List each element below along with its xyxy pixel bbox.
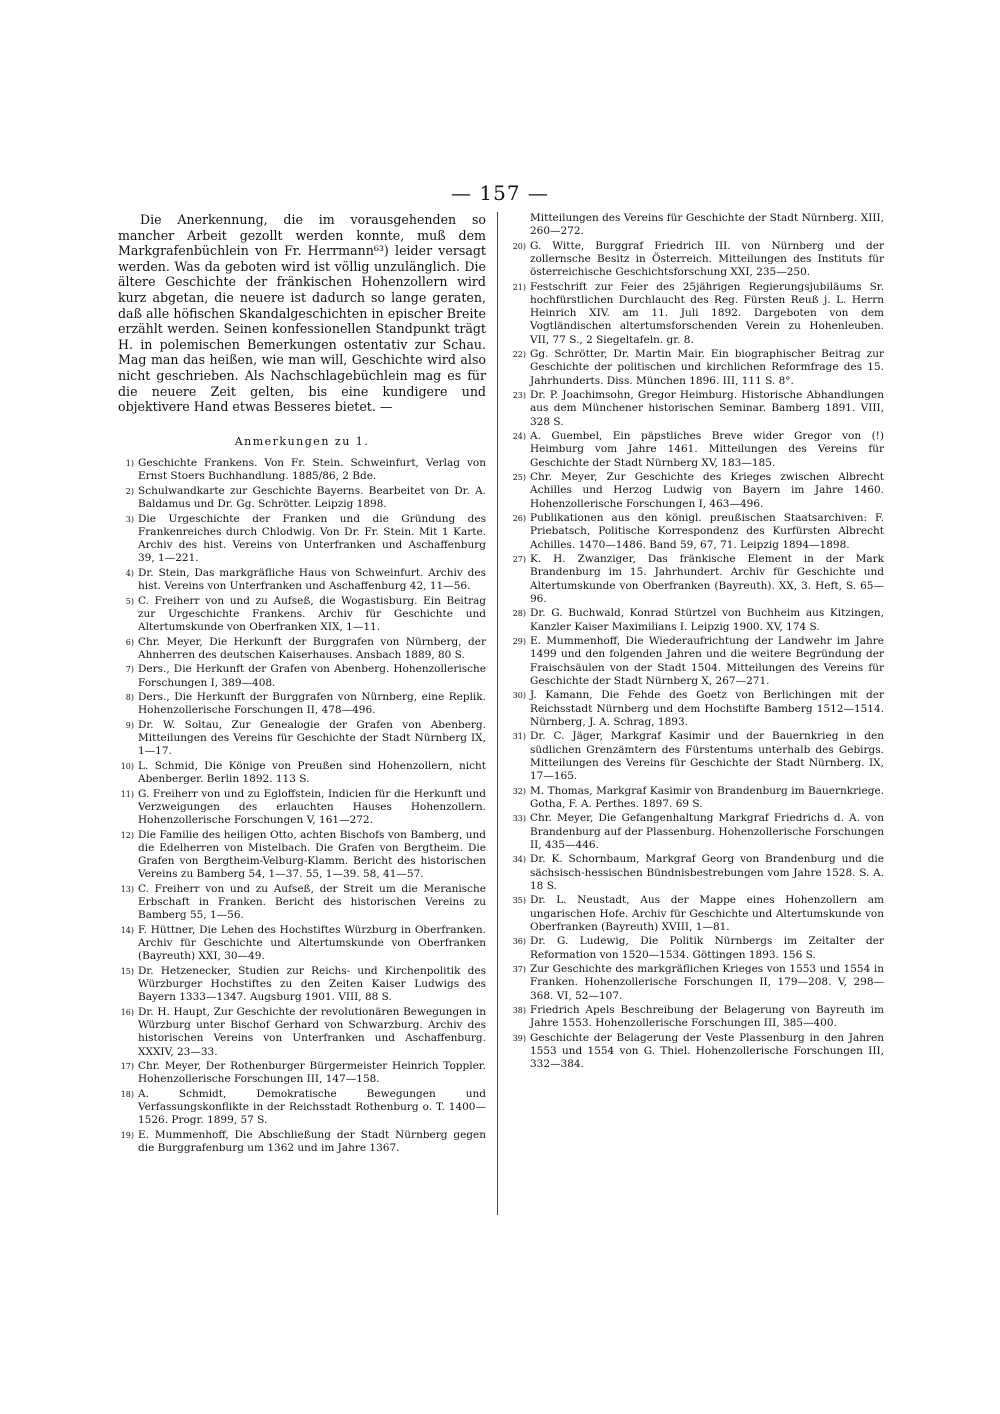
footnote-number: 1) <box>125 458 134 468</box>
footnote-text: C. Freiherr von und zu Aufseß, die Wogastisburg. Ein Beitrag zur Urgeschichte Frankens. Archiv für Geschichte und Altertumskunde von Oberfranken XIX, 1—11. <box>138 594 486 633</box>
footnote <box>118 719 486 759</box>
footnote-number: 22) <box>512 350 526 360</box>
footnote-text: Chr. Meyer, Der Rothenburger Bürgermeister Heinrich Toppler. Hohenzollerische Forschungen III, 147—158. <box>138 1060 486 1086</box>
footnote-number: 27) <box>512 555 526 565</box>
footnote-text: E. Mummenhoff, Die Abschließung der Stadt Nürnberg gegen die Burggrafenburg um 1362 und im Jahre 1367. <box>138 1128 486 1155</box>
right-column <box>510 212 884 1073</box>
footnote-number: 19) <box>120 1130 134 1140</box>
footnote-number: 20) <box>512 241 526 251</box>
footnote <box>118 883 486 923</box>
footnote-number: 9) <box>125 720 134 730</box>
footnote-text: Dr. L. Neustadt, Aus der Mappe eines Hohenzollern am ungarischen Hofe. Archiv für Geschichte und Altertumskunde von Oberfranken (Bayreuth) XVIII, 1—81. <box>530 894 884 933</box>
column-divider <box>497 212 498 1215</box>
footnote <box>510 853 884 893</box>
footnote-number: 21) <box>512 282 526 292</box>
footnote <box>118 595 486 635</box>
footnote <box>510 553 884 606</box>
footnote-number: 4) <box>125 568 134 578</box>
footnote-number: 25) <box>512 473 526 483</box>
footnote-text: Dr. W. Soltau, Zur Genealogie der Grafen von Abenberg. Mitteilungen des Vereins für Geschichte der Stadt Nürnberg IX, 1—17. <box>138 718 486 758</box>
footnote-number: 33) <box>512 814 526 824</box>
footnote-text: L. Schmid, Die Könige von Preußen sind Hohenzollern, nicht Abenberger. Berlin 1892. 113 S. <box>138 759 486 786</box>
footnote-text: Schulwandkarte zur Geschichte Bayerns. Bearbeitet von Dr. A. Baldamus und Dr. Gg. Schrötter. Leipzig 1898. <box>138 484 486 510</box>
note-continuation: Mitteilungen des Vereins für Geschichte der Stadt Nürnberg. XIII, 260—272. <box>530 212 884 238</box>
body-paragraph: Die Anerkennung, die im vorausgehenden so mancher Arbeit gezollt werden konnte, muß dem Markgrafenbüchlein von Fr. Herrmann⁶³) leider versagt werden. Was da geboten wird ist völlig unzulänglich. Die ältere Geschichte der fränkischen Hohenzollern wird kurz abgetan, die neuere ist dadurch so lange geraten, daß alle höfischen Skandalgeschichten in epischer Breite erzählt werden. Seinen konfessionellen Standpunkt trägt H. in polemischen Bemerkungen ostentativ zur Schau. Mag man das heißen, wie man will, Geschichte wird also nicht geschrieben. Als Nachschlagebüchlein mag es für die neuere Zeit gelten, bis eine kundigere und objektivere Hand etwas Besseres bietet. — <box>118 212 486 415</box>
footnote-text: Dr. H. Haupt, Zur Geschichte der revolutionären Bewegungen in Würzburg unter Bischof Gerhard von Schwarzburg. Archiv des historischen Vereins von Unterfranken und Aschaffenburg. XXXIV, 23—33. <box>138 1005 486 1058</box>
footnote-number: 6) <box>125 637 134 647</box>
footnote-number: 16) <box>120 1007 134 1017</box>
footnote-text: Friedrich Apels Beschreibung der Belagerung von Bayreuth im Jahre 1553. Hohenzollerische Forschungen III, 385—400. <box>530 1004 884 1030</box>
footnote <box>510 607 884 633</box>
footnote <box>510 1004 884 1030</box>
footnote-number: 38) <box>512 1006 526 1016</box>
footnote-number: 3) <box>125 514 134 524</box>
footnote-text: Chr. Meyer, Die Gefangenhaltung Markgraf Friedrichs d. A. von Brandenburg auf der Plassenburg. Hohenzollerische Forschungen II, 435—446. <box>530 812 884 851</box>
footnote-text: Dr. C. Jäger, Markgraf Kasimir und der Bauernkrieg in den südlichen Grenzämtern des Fürstentums unterhalb des Gebirgs. Mitteilungen des Vereins für Geschichte der Stadt Nürnberg. IX, 17—165. <box>530 730 884 783</box>
footnote <box>118 691 486 717</box>
footnote-number: 30) <box>512 691 526 701</box>
footnote-text: Ders., Die Herkunft der Burggrafen von Nürnberg, eine Replik. Hohenzollerische Forschungen II, 478—496. <box>138 691 486 717</box>
footnote-text: G. Freiherr von und zu Egloffstein, Indicien für die Herkunft und Verzweigungen des erlauchten Hauses Hohenzollern. Hohenzollerische Forschungen V, 161—272. <box>138 787 486 827</box>
footnote-text: Chr. Meyer, Zur Geschichte des Krieges zwischen Albrecht Achilles und Herzog Ludwig von Bayern im Jahre 1460. Hohenzollerische Forschungen I, 463—496. <box>530 471 884 510</box>
footnote-text: A. Guembel, Ein päpstliches Breve wider Gregor von (!) Heimburg vom Jahre 1461. Mitteilungen des Vereins für Geschichte der Stadt Nürnberg XV, 183—185. <box>530 430 884 469</box>
footnote-text: J. Kamann, Die Fehde des Goetz von Berlichingen mit der Reichsstadt Nürnberg und dem Hochstifte Bamberg 1512—1514. Nürnberg, J. A. Schrag, 1893. <box>530 689 884 728</box>
footnote-text: G. Witte, Burggraf Friedrich III. von Nürnberg und der zollernsche Besitz in Österreich. Mitteilungen des Instituts für österreichische Geschichtsforschung XXI, 235—250. <box>530 239 884 279</box>
footnote <box>510 689 884 729</box>
footnote <box>118 1006 486 1059</box>
footnote <box>510 935 884 961</box>
footnote <box>118 636 486 662</box>
footnote-text: Dr. Stein, Das markgräfliche Haus von Schweinfurt. Archiv des hist. Vereins von Unterfranken und Aschaffenburg 42, 11—56. <box>138 566 486 592</box>
footnote-text: Geschichte der Belagerung der Veste Plassenburg in den Jahren 1553 und 1554 von G. Thiel. Hohenzollerische Forschungen III, 332—384. <box>530 1032 884 1071</box>
footnote <box>118 567 486 593</box>
footnote-number: 36) <box>512 937 526 947</box>
footnote-text: Dr. G. Buchwald, Konrad Stürtzel von Buchheim aus Kitzingen, Kanzler Kaiser Maximilians I. Leipzig 1900. XV, 174 S. <box>530 607 884 633</box>
footnote <box>510 471 884 511</box>
footnote <box>510 512 884 552</box>
footnote <box>510 894 884 934</box>
footnote-text: Dr. Hetzenecker, Studien zur Reichs- und Kirchenpolitik des Würzburger Hochstiftes zu den Zeiten Kaiser Ludwigs des Bayern 1333—1347. Augsburg 1901. VIII, 88 S. <box>138 964 486 1004</box>
footnote-number: 26) <box>512 514 526 524</box>
footnote-number: 7) <box>125 665 134 675</box>
footnote-number: 28) <box>512 609 526 619</box>
footnote <box>118 924 486 964</box>
footnote <box>118 965 486 1005</box>
footnote-number: 23) <box>512 391 526 401</box>
footnote-text: Geschichte Frankens. Von Fr. Stein. Schweinfurt, Verlag von Ernst Stoers Buchhandlung. 1885/86, 2 Bde. <box>138 456 486 483</box>
footnote-number: 11) <box>120 789 134 799</box>
footnote-text: Ders., Die Herkunft der Grafen von Abenberg. Hohenzollerische Forschungen I, 389—408. <box>138 663 486 689</box>
footnote-number: 14) <box>120 925 134 935</box>
footnote-text: Publikationen aus den königl. preußischen Staatsarchiven: F. Priebatsch, Politische Korrespondenz des Kurfürsten Albrecht Achilles. 1470—1486. Band 59, 67, 71. Leipzig 1894—1898. <box>530 512 884 551</box>
footnote <box>118 788 486 828</box>
footnote <box>510 730 884 783</box>
footnote-number: 24) <box>512 432 526 442</box>
footnote <box>118 485 486 511</box>
footnote <box>510 812 884 852</box>
footnote-text: Die Familie des heiligen Otto, achten Bischofs von Bamberg, und die Edelherren von Mistelbach. Die Grafen von Bergtheim. Die Grafen von Bergtheim-Velburg-Klamm. Bericht des historischen Vereins zu Bamberg 54, 1—37. 55, 1—39. 58, 41—57. <box>138 828 486 881</box>
footnote <box>118 760 486 786</box>
footnote <box>510 785 884 811</box>
footnote <box>510 240 884 280</box>
footnote-number: 18) <box>120 1089 134 1099</box>
footnote-text: Dr. P. Joachimsohn, Gregor Heimburg. Historische Abhandlungen aus dem Münchener historischen Seminar. Bamberg 1891. VIII, 328 S. <box>530 389 884 428</box>
footnote-number: 37) <box>512 965 526 975</box>
notes-heading: Anmerkungen zu 1. <box>234 434 370 448</box>
footnote-text: M. Thomas, Markgraf Kasimir von Brandenburg im Bauernkriege. Gotha, F. A. Perthes. 1897. 69 S. <box>530 784 884 810</box>
footnote-number: 31) <box>512 732 526 742</box>
footnote-number: 29) <box>512 637 526 647</box>
page-number: — 157 — <box>451 181 549 205</box>
footnote-text: A. Schmidt, Demokratische Bewegungen und Verfassungskonflikte in der Reichsstadt Rothenburg o. T. 1400—1526. Progr. 1899, 57 S. <box>138 1087 486 1127</box>
footnote-text: K. H. Zwanziger, Das fränkische Element in der Mark Brandenburg im 15. Jahrhundert. Archiv für Geschichte und Altertumskunde von Oberfranken (Bayreuth). XX, 3. Heft, S. 65—96. <box>530 553 884 605</box>
footnote-text: C. Freiherr von und zu Aufseß, der Streit um die Meranische Erbschaft in Franken. Bericht des historischen Vereins zu Bamberg 55, 1—56. <box>138 882 486 922</box>
footnote <box>510 1032 884 1072</box>
left-notes-list <box>118 457 486 1155</box>
footnote-text: Chr. Meyer, Die Herkunft der Burggrafen von Nürnberg, der Ahnherren des deutschen Kaiserhauses. Ansbach 1889, 80 S. <box>138 635 486 661</box>
footnote <box>510 430 884 470</box>
footnote <box>118 663 486 689</box>
footnote-number: 13) <box>120 884 134 894</box>
footnote-text: E. Mummenhoff, Die Wiederaufrichtung der Landwehr im Jahre 1499 und den folgenden Jahren und die weitere Begründung der Fraischsäulen von der Stadt 1504. Mitteilungen des Vereins für Geschichte der Stadt Nürnberg X, 267—271. <box>530 635 884 687</box>
footnote-text: F. Hüttner, Die Lehen des Hochstiftes Würzburg in Oberfranken. Archiv für Geschichte und Altertumskunde von Oberfranken (Bayreuth) XXI, 30—49. <box>138 923 486 963</box>
footnote-number: 8) <box>125 693 134 703</box>
left-column <box>118 212 486 1157</box>
footnote <box>118 513 486 566</box>
footnote-number: 12) <box>120 830 134 840</box>
footnote <box>510 281 884 347</box>
footnote-text: Zur Geschichte des markgräflichen Krieges von 1553 und 1554 in Franken. Hohenzollerische Forschungen II, 179—208. V, 298—368. VI, 52—107. <box>530 963 884 1002</box>
footnote-text: Dr. K. Schornbaum, Markgraf Georg von Brandenburg und die sächsisch-hessischen Bündnisbestrebungen vom Jahre 1528. S. A. 18 S. <box>530 853 884 892</box>
footnote-number: 32) <box>512 786 526 796</box>
footnote-number: 2) <box>125 486 134 496</box>
footnote <box>118 1129 486 1155</box>
footnote <box>118 1088 486 1128</box>
footnote-number: 34) <box>512 855 526 865</box>
footnote-text: Dr. G. Ludewig, Die Politik Nürnbergs im Zeitalter der Reformation von 1520—1534. Göttingen 1893. 156 S. <box>530 935 884 961</box>
footnote-number: 15) <box>120 966 134 976</box>
footnote <box>510 963 884 1003</box>
footnote-number: 5) <box>125 596 134 606</box>
footnote <box>118 1060 486 1086</box>
footnote-number: 17) <box>120 1062 134 1072</box>
footnote-text: Festschrift zur Feier des 25jährigen Regierungsjubiläums Sr. hochfürstlichen Durchlaucht des Reg. Fürsten Reuß j. L. Herrn Heinrich XIV. am 11. Juli 1892. Dargeboten von dem Vogtländischen altertumsforschenden Verein zu Hohenleuben. VII, 77 S., 2 Siegeltafeln. gr. 8. <box>530 280 884 346</box>
footnote-number: 10) <box>120 761 134 771</box>
footnote-text: Gg. Schrötter, Dr. Martin Mair. Ein biographischer Beitrag zur Geschichte der politischen und kirchlichen Reformfrage des 15. Jahrhunderts. Diss. München 1896. III, 111 S. 8°. <box>530 348 884 387</box>
footnote-number: 39) <box>512 1034 526 1043</box>
right-notes-list <box>510 240 884 1072</box>
footnote <box>118 829 486 882</box>
footnote-text: Die Urgeschichte der Franken und die Gründung des Frankenreiches durch Chlodwig. Von Dr. Fr. Stein. Mit 1 Karte. Archiv des hist. Vereins von Unterfranken und Aschaffenburg 39, 1—221. <box>138 512 486 565</box>
footnote-number: 35) <box>512 896 526 906</box>
footnote <box>510 348 884 388</box>
footnote <box>118 457 486 483</box>
footnote <box>510 635 884 688</box>
footnote <box>510 389 884 429</box>
